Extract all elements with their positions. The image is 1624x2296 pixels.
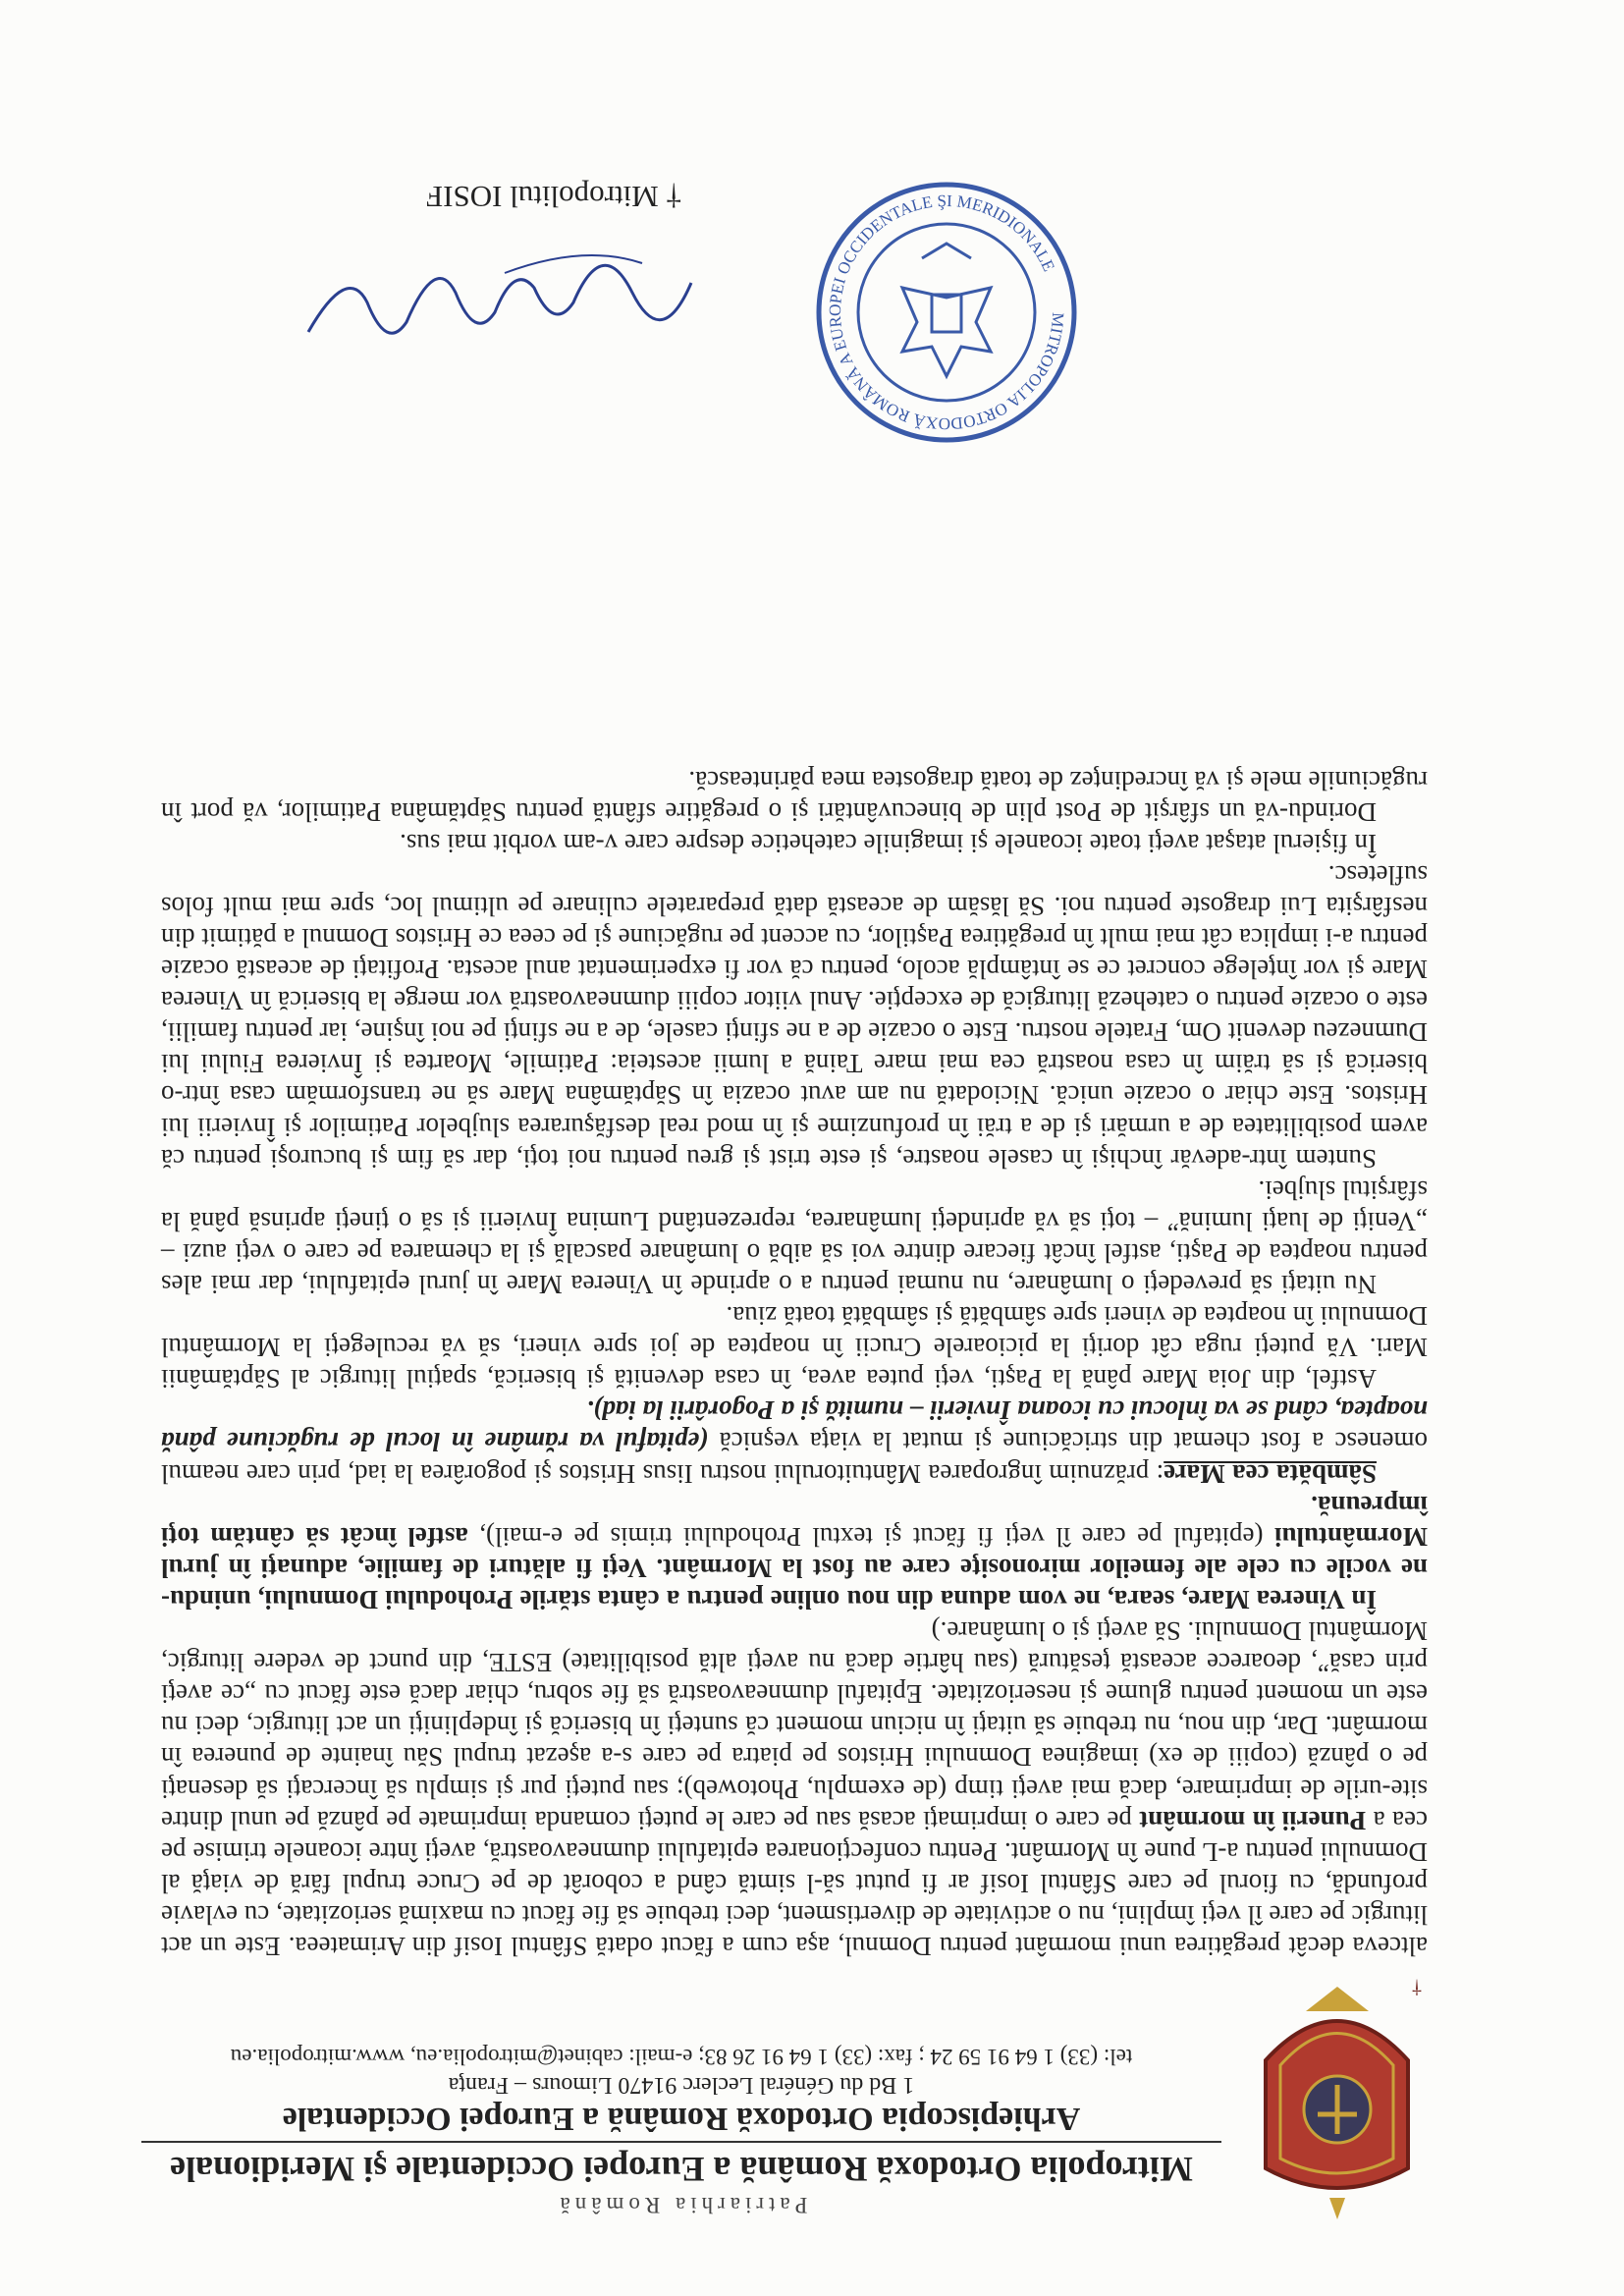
metropolis-name: Mitropolia Ortodoxă Română a Europei Occidentale şi Meridionale — [170, 2150, 1193, 2189]
address: 1 Bd du Général Leclerc 91470 Limours – Franţa — [448, 2072, 915, 2098]
emphasis-text: În Vinerea Mare, seara, ne vom aduna din nou online pentru a cânta stările Prohodului Domnului, unindu-ne vocile cu cele ale femeilor mironosiţe care au fost la Mormânt. Veţi fi alături de familie, adunaţi în jurul Mormântului — [161, 1521, 1428, 1614]
section-heading: Sâmbăta cea Mare — [1164, 1458, 1377, 1489]
official-stamp — [814, 180, 1079, 445]
paragraph-text: Nu uitaţi să prevedeţi o lumânare, nu numai pentru a o aprinde în Vinerea Mare în jurul epitafului, dar mai ales pentru noaptea de Paşti, astfel încât fiecare dintre voi să aibă o lumânare pascală şi la chemarea pe care o veţi auzi – „Veniţi de luaţi lumină” – toţi să vă aprindeţi lumânarea, reprezentând Lumina Învierii şi să o ţineţi aprinsă până la sfârşitul slujbei. — [161, 1175, 1428, 1300]
header-divider — [141, 2141, 1221, 2143]
svg-text:MITROPOLIA ORTODOXĂ ROMÂNĂ A E — [826, 191, 1067, 433]
emphasis-text: Punerii în mormânt — [1139, 1805, 1367, 1835]
letter-body — [161, 764, 1428, 1962]
archdiocese-name: Arhiepiscopia Ortodoxă Română a Europei Occidentale — [282, 2101, 1081, 2137]
patriarchy-name: Patriarhia Română — [555, 2193, 808, 2217]
contact-line: tel: (33) 1 64 91 59 24 ; fax: (33) 1 64 91 26 83; e-mail: cabinet@mitropolia.eu, www.mitropolia.eu — [230, 2045, 1133, 2069]
paragraph-epitaph — [161, 1615, 1428, 1962]
signatory-name: † Mitropolitul IOSIF — [425, 180, 681, 214]
paragraph-text: : prăznuim îngroparea Mântuitorului nostru Iisus Hristos şi pogorârea la iad, prin care neamul omenesc a fost chemat din stricăciune şi mutat la viaţa veşnică — [161, 1427, 1428, 1489]
handwritten-signature — [289, 234, 701, 371]
paragraph-text: Suntem într-adevăr închişi în casele noastre, şi este trist şi greu pentru noi toţi, dar să fim şi bucuroşi pentru că avem posibilitatea de a urmări şi de a trăi în profunzime şi în mod real desfăşurarea slujbelor Patimilor şi Învierii lui Hristos. Este chiar o ocazie unică. Niciodată nu am avut ocazia în Săptămâna Mare să ne transformăm casa într-o biserică şi să trăim în casa noastră cea mai mare Taină a lumii acesteia: Patimile, Moartea şi Învierea Fiului lui Dumnezeu devenit Om, Fratele nostru. Este o ocazie de a ne sfinţi casele, de a ne sfinţi pe noi înşine, iar pentru familii, este o ocazie pentru o cateheză liturgică de excepţie. Anul viitor copiii dumneavoastră vor merge la biserică în Vinerea Mare şi vor înţelege concret ce se întâmplă acolo, pentru că vor fi experimentat anul acesta. Profitaţi de această ocazie pentru a-i implica cât mai mult în pregătirea Paştilor, cu accent pe rugăciune şi pe ceea ce Hristos Domnul a pătimit din nesfârşita Lui dragoste pentru noi. Să lăsăm de această dată preparatele culinare pe ultimul loc, spre mai mult folos sufletesc. — [161, 859, 1428, 1174]
stamp-ring-text: MITROPOLIA ORTODOXĂ ROMÂNĂ A EUROPEI OCCIDENTALE ŞI MERIDIONALE — [825, 191, 1068, 434]
paragraph-text: altceva decât pregătirea unui mormânt pentru Domnul, aşa cum a făcut odată Sfântul Iosif din Arimateea. Este un act liturgic pe care îl veţi împlini, nu o activitate de divertisment, deci trebuie să fie făcut cu maximă seriozitate, cu evlavie profundă, cu fiorul pe care Sfântul Iosif ar fi putut să-l simtă când a coborât de pe Cruce trupul fără de viaţă al Domnului pentru a-L pune în Mormânt. Pentru confecţionarea epitafului dumneavoastră, aveţi între icoanele trimise pe cea a — [161, 1805, 1428, 1961]
svg-text:†: † — [1412, 1977, 1422, 1998]
paragraph-holy-saturday — [161, 1394, 1428, 1489]
italic-note: (epitaful va rămâne în locul de rugăciune până noaptea, când se va înlocui cu icoana Învierii – numită şi a Pogorârii la iad). — [161, 1395, 1428, 1457]
paragraph-text: Astfel, din Joia Mare până la Paşti, veţi putea avea, în casa devenită şi biserică, spaţiul liturgic al Săptămânii Mari. Vă puteţi ruga cât doriţi la picioarele Crucii în noaptea de joi spre vineri, să vă reculegeţi la Mormântul Domnului în noaptea de vineri spre sâmbătă şi sâmbătă toată ziua. — [161, 1301, 1428, 1394]
paragraph-text: Dorindu-vă un sfârşit de Post plin de binecuvântări şi o pregătire sfântă pentru Săptămâna Patimilor, vă port în rugăciunile mele şi vă încredinţez de toată dragostea mea părintească. — [161, 765, 1428, 827]
paragraph-text: În fişierul ataşat aveţi toate icoanele şi imaginile catehetice despre care v-am vorbit mai sus. — [400, 828, 1377, 858]
paragraph-text: pe care o imprimaţi acasă sau pe care le puteţi comanda imprimate pe pânză pe unul dintre site-urile de imprimare, dacă mai aveţi timp (de exemplu, Photoweb); sau puteţi pur şi simplu să încercaţi să desenaţi pe o pânză (copiii de ex) imaginea Domnului Hristos pe piatra pe care s-a aşezat trupul Său înainte de punerea în mormânt. Dar, din nou, nu trebuie să uitaţi în niciun moment că sunteţi în biserică şi îndepliniţi un act liturgic, deci nu este un moment pentru glume şi neseriozitate. Epitaful dumneavoastră să fie sobru, chiar dacă este făcut cu „ce aveţi prin casă”, deoarece această ţesătură (sau hârtie dacă nu aveţi altă posibilitate) ESTE, din punct de vedere liturgic, Mormântul Domnului. Să aveţi şi o lumânare.) — [161, 1616, 1428, 1835]
paragraph-text: (epitaful pe care îl veţi fi făcut şi textul Prohodului trimis pe e-mail), — [479, 1521, 1264, 1552]
letterhead — [141, 2044, 1221, 2217]
paragraph-good-friday — [161, 1490, 1428, 1615]
coat-of-arms-icon — [1246, 1977, 1428, 2227]
emphasis-text: astfel încât să cântăm toţi împreună. — [160, 1490, 1428, 1552]
